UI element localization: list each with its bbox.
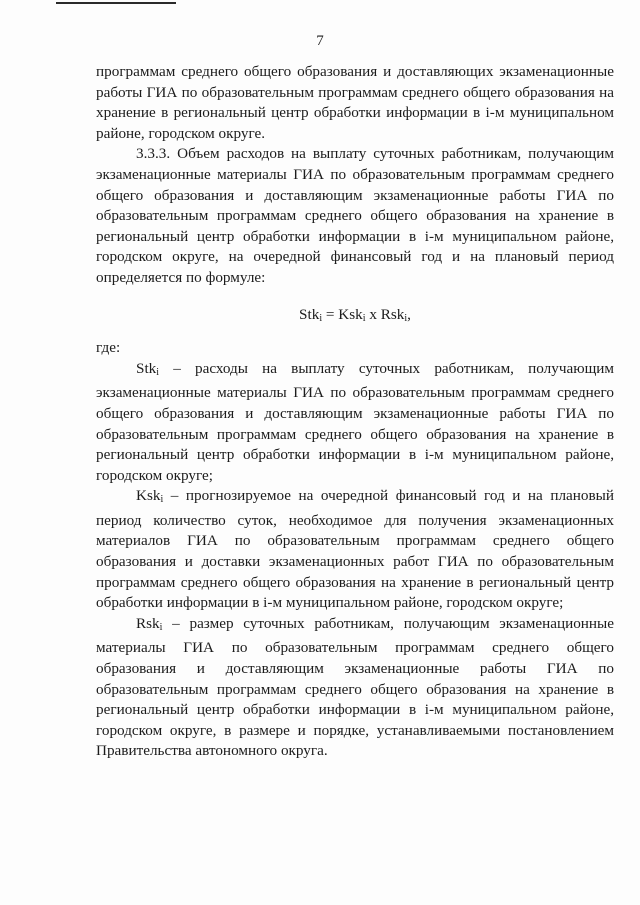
definition-ksk (96, 486, 614, 614)
formula-eq: = (322, 305, 339, 323)
definition-stk (96, 359, 614, 487)
definition-rsk (96, 614, 614, 762)
document-body (96, 62, 614, 762)
formula-lhs: Stk (299, 305, 320, 323)
formula-factor-2-sub: i (404, 312, 408, 324)
formula-factor-1: Ksk (338, 305, 363, 323)
definition-text: – прогнозируемое на очередной финансовый год и на плановый период количество суток, необходимое для получения экзаменационных материалов ГИА по образовательным программам среднего общего образования и доставки экзаменационных работ ГИА по образовательным программам среднего общего образования на хранение в региональный центр обработки информации в i-м муниципальном районе, городском округе; (96, 487, 614, 612)
top-rule (56, 2, 176, 4)
definition-symbol-sub: i (159, 621, 163, 633)
formula-tail: , (407, 305, 411, 323)
definition-text: – размер суточных работникам, получающим экзаменационные материалы ГИА по образовательным программам среднего общего образования и доставляющим экзаменационные работы ГИА по образовательным программам среднего общего образования на хранение в региональный центр обработки информации в i-м муниципальном районе, городском округе, в размере и порядке, устанавливаемыми постановлением Правительства автономного округа. (96, 614, 614, 760)
formula-operator: x (365, 305, 381, 323)
definition-symbol: Rsk (136, 614, 160, 632)
definition-symbol: Ksk (136, 487, 161, 505)
formula-factor-2: Rsk (380, 305, 405, 323)
clause-3-3-3: 3.3.3. Объем расходов на выплату суточных работникам, получающим экзаменационные материалы ГИА по образовательным программам среднего общего образования и доставляющим экзаменационные работы ГИА по образовательным программам среднего общего образования на хранение в региональный центр обработки информации в i-м муниципальном районе, городском округе, на очередной финансовый год и на плановый период определяется по формуле: (96, 145, 614, 286)
formula (96, 305, 614, 330)
definition-symbol-sub: i (156, 366, 160, 378)
formula-lhs-sub: i (319, 312, 323, 324)
formula-factor-1-sub: i (362, 312, 366, 324)
definition-symbol-sub: i (160, 494, 164, 506)
definition-text: – расходы на выплату суточных работникам, получающим экзаменационные материалы ГИА по образовательным программам среднего общего образования и доставляющим экзаменационные работы ГИА по образовательным программам среднего общего образования на хранение в региональный центр обработки информации в i-м муниципальном районе, городском округе; (96, 359, 614, 484)
continuation-paragraph: программам среднего общего образования и доставляющих экзаменационные работы ГИА по образовательным программам среднего общего образования на хранение в региональный центр обработки информации в i-м муниципальном районе, городском округе. (96, 63, 614, 142)
definition-symbol: Stk (136, 359, 157, 377)
where-label: где: (96, 339, 121, 357)
page-number: 7 (316, 33, 324, 49)
